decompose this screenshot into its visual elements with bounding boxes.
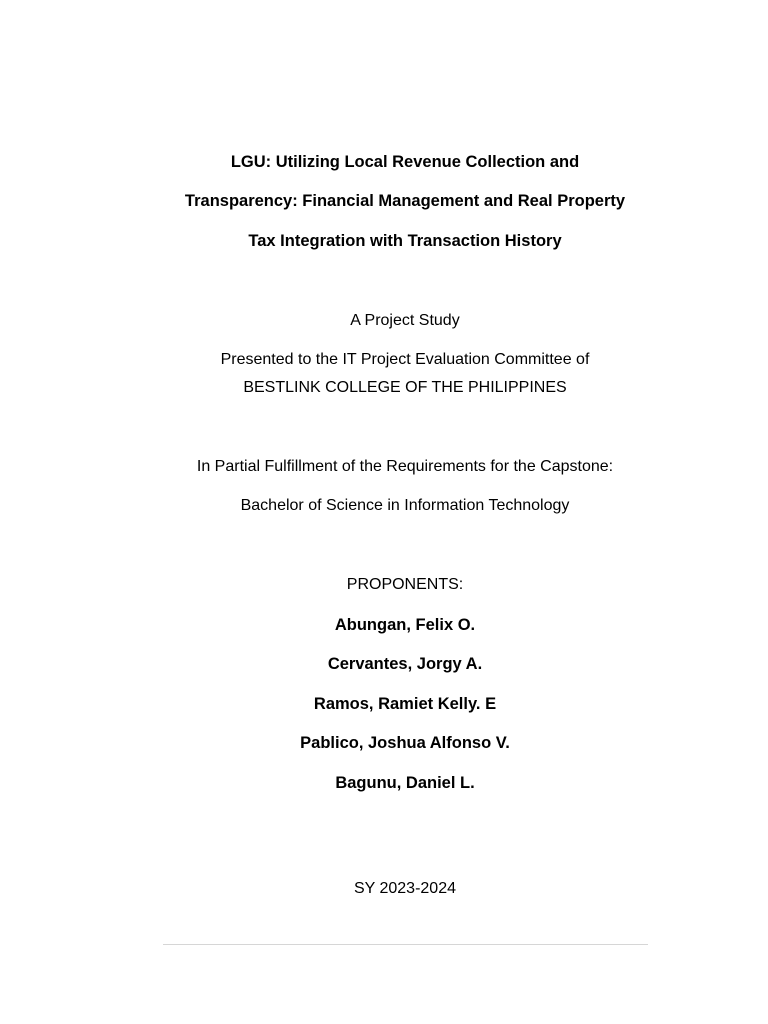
institution-name: BESTLINK COLLEGE OF THE PHILIPPINES — [243, 379, 567, 396]
school-year: SY 2023-2024 — [353, 880, 456, 897]
presented-to-text: Presented to the IT Project Evaluation Committee of — [220, 351, 590, 368]
proponents-heading: PROPONENTS: — [346, 576, 464, 593]
project-study-label: A Project Study — [350, 312, 460, 329]
proponent-name: Bagunu, Daniel L. — [335, 774, 475, 792]
proponent-name: Cervantes, Jorgy A. — [327, 655, 483, 673]
fulfillment-text: In Partial Fulfillment of the Requirements for the Capstone: — [196, 458, 614, 475]
title-line-1: LGU: Utilizing Local Revenue Collection and — [230, 153, 580, 171]
title-line-2: Transparency: Financial Management and Real Property — [184, 192, 626, 210]
title-line-3: Tax Integration with Transaction History — [248, 232, 562, 250]
proponent-name: Abungan, Felix O. — [334, 616, 476, 634]
proponent-name: Pablico, Joshua Alfonso V. — [300, 734, 510, 752]
proponent-name: Ramos, Ramiet Kelly. E — [313, 695, 497, 713]
footer-divider — [163, 944, 648, 945]
degree-name: Bachelor of Science in Information Technology — [240, 497, 570, 514]
